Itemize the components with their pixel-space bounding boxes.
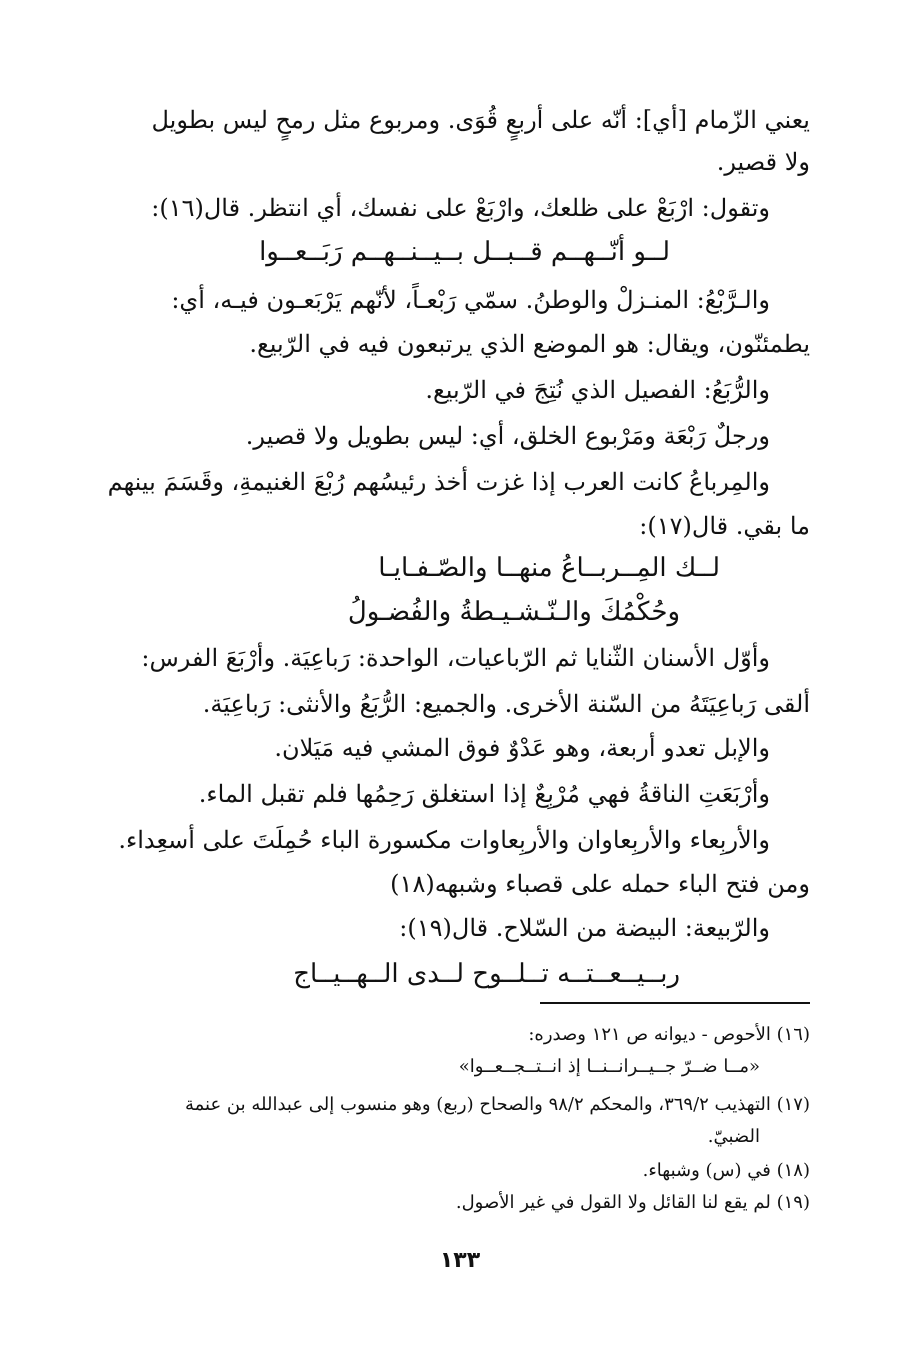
verse-line: ربــيــعــتــه تــلــوح لــدى الــهــيــاج: [293, 959, 680, 989]
text-line: وتقول: ارْبَعْ على ظلعك، وارْبَعْ على نفسك، أي انتظر. قال(١٦):: [151, 194, 770, 222]
footnote-line: (١٩) لم يقع لنا القائل ولا القول في غير الأصول.: [455, 1192, 810, 1213]
text-line: والرّبيعة: البيضة من السّلاح. قال(١٩):: [399, 914, 770, 942]
text-line: والـرَّبْعُ: المنـزلْ والوطنُ. سمّي رَبْعـاً، لأنّهم يَرْبَعـون فيـه، أي:: [171, 286, 770, 314]
text-line: والأربِعاء والأربِعاوان والأربِعاوات مكسورة الباء حُمِلَتَ على أسعِداء.: [118, 826, 770, 854]
text-line: ومن فتح الباء حمله على قصباء وشبهه(١٨): [390, 870, 810, 898]
page-number: ١٣٣: [439, 1248, 481, 1273]
text-line: ألقى رَباعِيَتَهُ من السّنة الأخرى. والجميع: الرُّبَعُ والأنثى: رَباعِيَة.: [202, 690, 810, 718]
text-line: يطمئنّون، ويقال: هو الموضع الذي يرتبعون فيه في الرّبيع.: [249, 330, 810, 358]
text-line: وأرْبَعَتِ الناقةُ فهي مُرْبِعٌ إذا استغلق رَحِمُها فلم تقبل الماء.: [198, 780, 770, 808]
footnote-line: الضبيّ.: [707, 1126, 760, 1147]
text-line: يعني الزّمام [أي]: أنّه على أربعٍ قُوَى. ومربوع مثل رمحٍ ليس بطويل: [151, 106, 810, 134]
verse-line: لــك المِــربــاعُ منهــا والصّـفـايـا: [378, 553, 720, 583]
text-line: والمِرباعُ كانت العرب إذا غزت أخذ رئيسُهم رُبْعَ الغنيمةِ، وقَسَمَ بينهم: [107, 468, 770, 496]
footnote-divider: [540, 1002, 810, 1004]
text-line: والإبل تعدو أربعة، وهو عَدْوٌ فوق المشي فيه مَيَلان.: [274, 734, 770, 762]
verse-line: لــو أنّــهــم قــبــل بــيــنــهــم رَبَــعــوا: [259, 237, 670, 267]
footnote-line: (١٦) الأحوص - ديوانه ص ١٢١ وصدره:: [528, 1024, 810, 1045]
footnote-line: (١٨) في (س) وشبهاء.: [642, 1160, 810, 1181]
text-line: والرُّبَعُ: الفصيل الذي نُتِجَ في الرّبيع.: [425, 376, 770, 404]
text-line: ما بقي. قال(١٧):: [639, 512, 810, 540]
footnote-line: «مــا ضــرّ جــيــرانــنــا إذ انــتــجــعــوا»: [458, 1056, 760, 1077]
footnote-line: (١٧) التهذيب ٣٦٩/٢، والمحكم ٩٨/٢ والصحاح (ربع) وهو منسوب إلى عبدالله بن عنمة: [184, 1094, 810, 1115]
text-line: ورجلٌ رَبْعَة ومَرْبوع الخلق، أي: ليس بطويل ولا قصير.: [245, 422, 770, 450]
text-line: ولا قصير.: [716, 148, 810, 176]
verse-line: وحُكْمُكَ والـنّـشـيـطةُ والفُضـولُ: [347, 597, 680, 627]
text-line: وأوّل الأسنان الثّنايا ثم الرّباعيات، الواحدة: رَباعِيَة. وأرْبَعَ الفرس:: [141, 644, 770, 672]
